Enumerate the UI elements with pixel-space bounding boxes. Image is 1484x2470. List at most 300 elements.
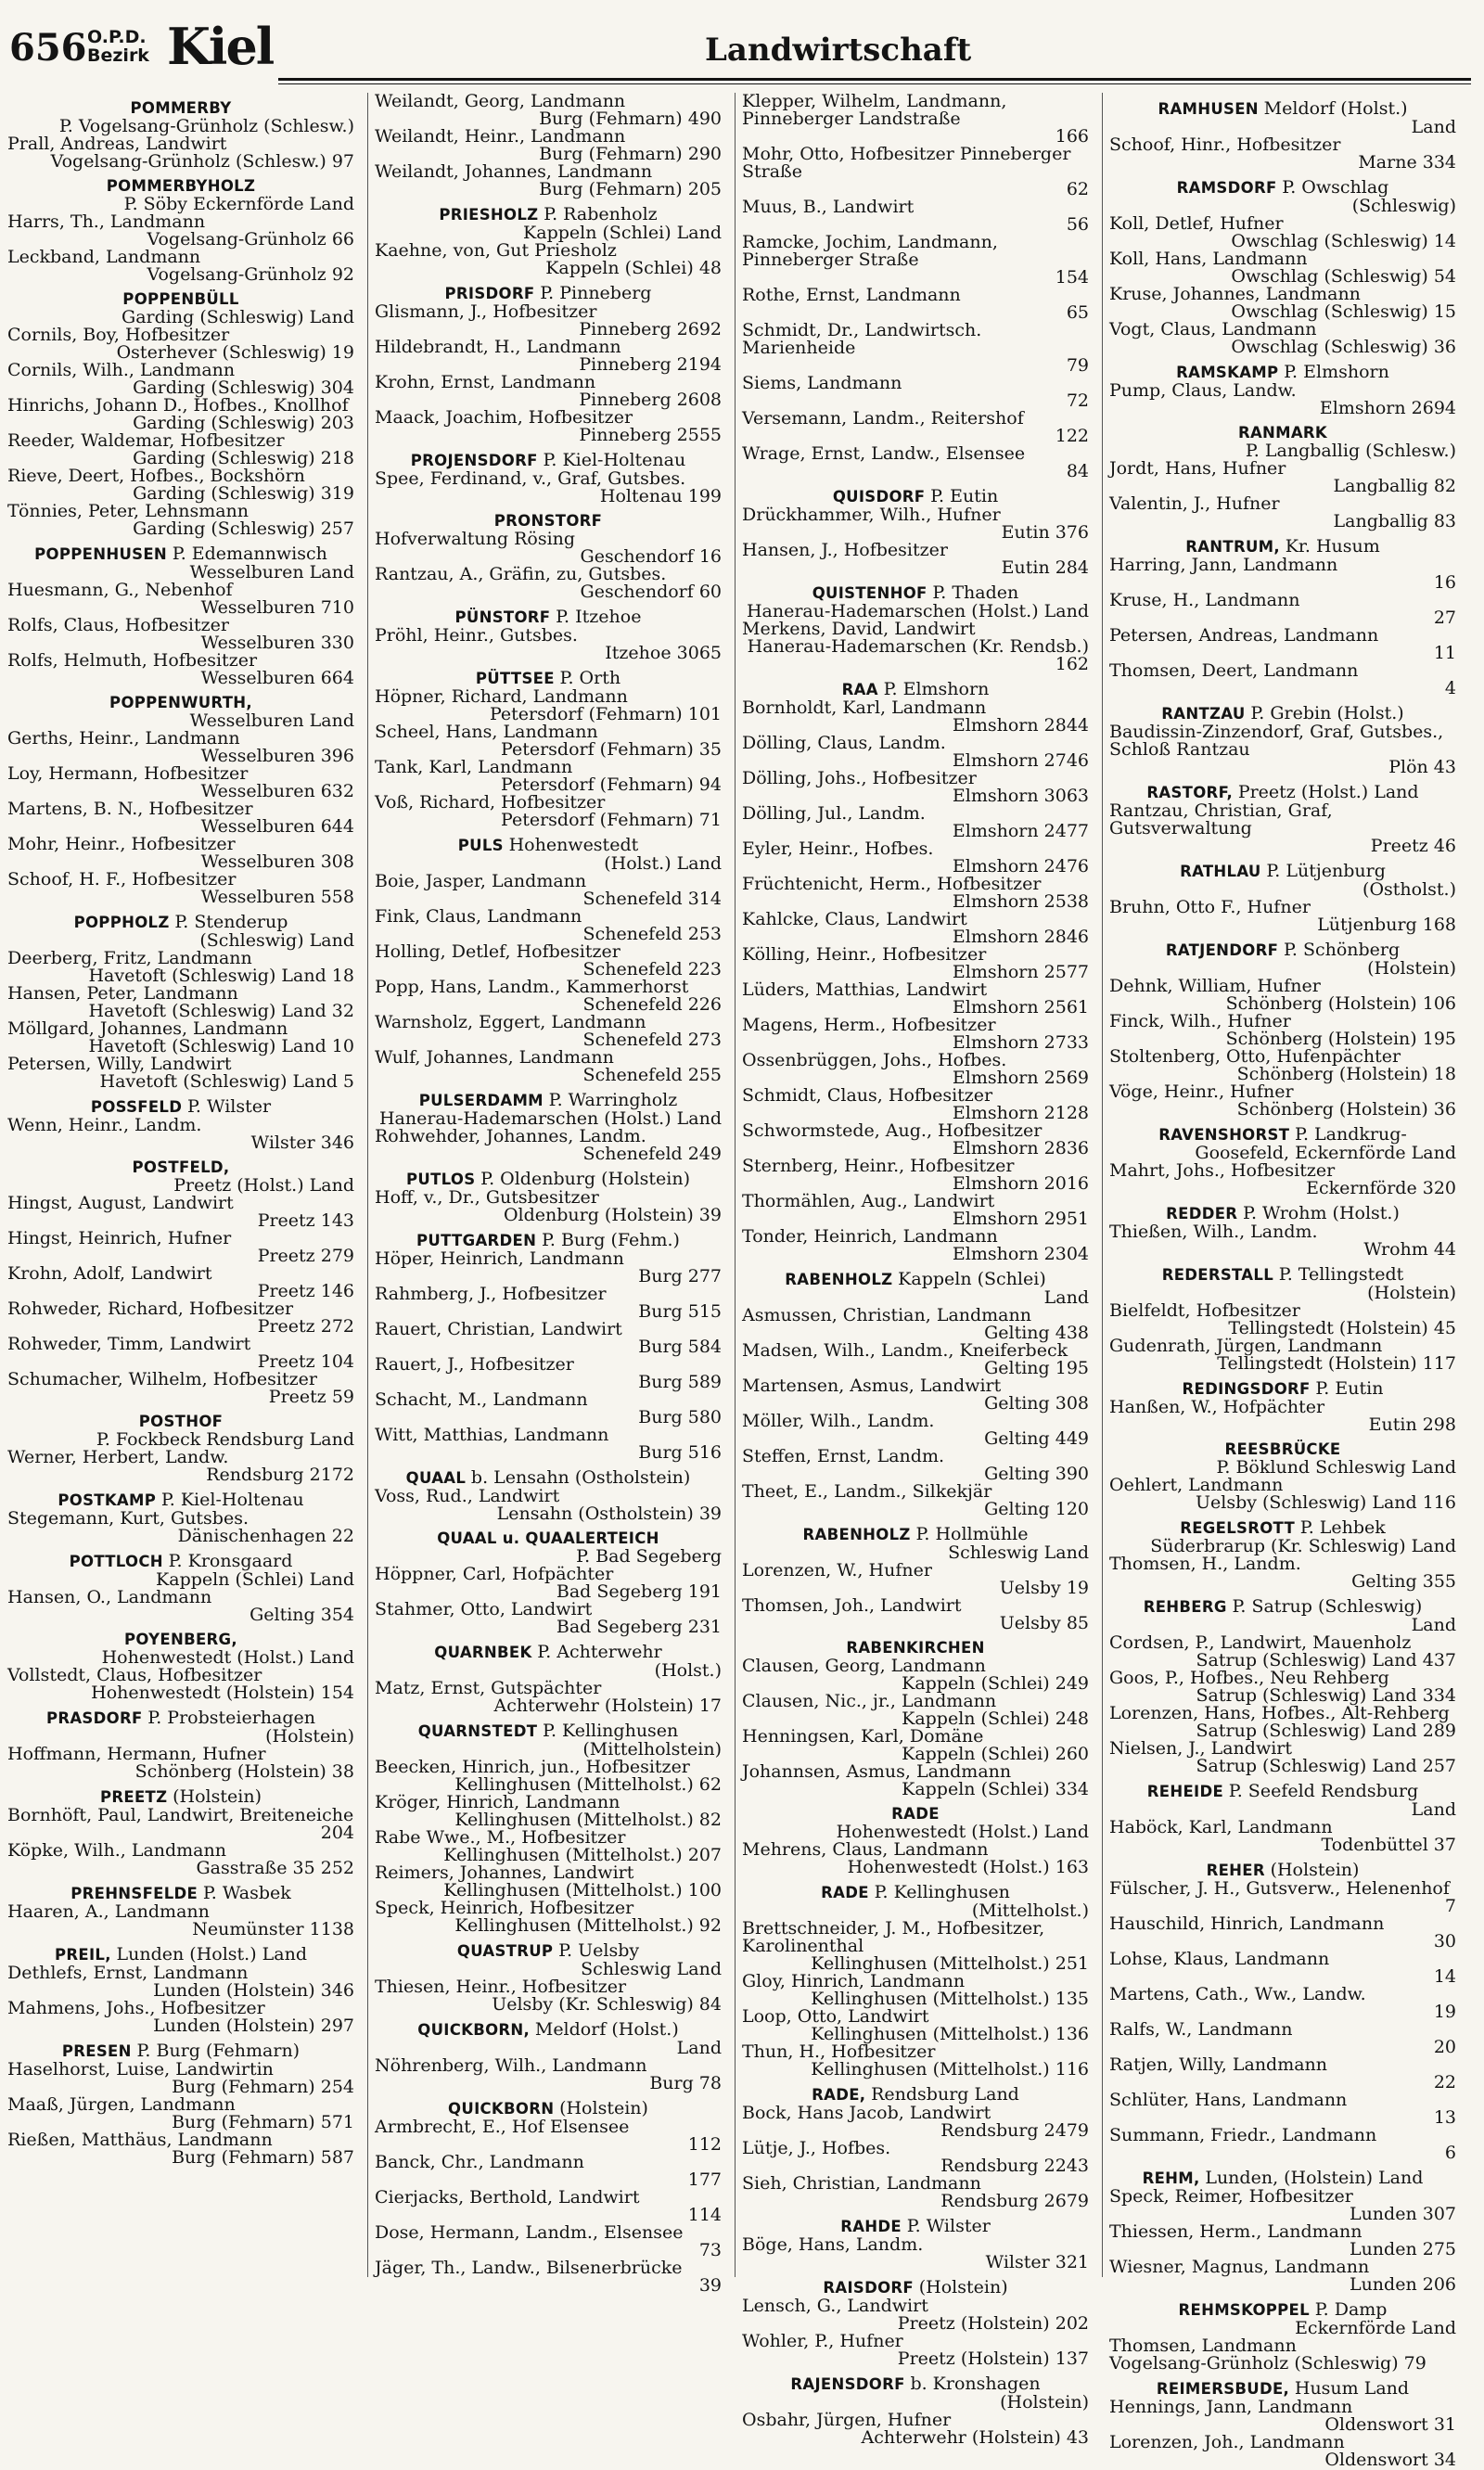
place-heading bbox=[7, 1884, 354, 1903]
entry-name: Cordsen, P., Landwirt, Mauenholz bbox=[1109, 1632, 1412, 1653]
place-district: Land bbox=[676, 2038, 722, 2058]
entry-name: Goos, P., Hofbes., Neu Rehberg bbox=[1109, 1668, 1389, 1688]
place-district: (Holstein) bbox=[1000, 2392, 1089, 2412]
entry-phone: 14 bbox=[1433, 1966, 1456, 1987]
list-item bbox=[7, 467, 354, 503]
entry-name: Bornholdt, Karl, Landmann bbox=[742, 697, 987, 718]
place-postal-info: P. Kiel-Holtenau bbox=[543, 450, 686, 470]
entry-name: Krohn, Adolf, Landwirt bbox=[7, 1263, 212, 1284]
entry-phone: 204 bbox=[320, 1823, 354, 1843]
place-heading bbox=[375, 451, 722, 470]
entry-phone: Lensahn (Ostholstein) 39 bbox=[496, 1504, 722, 1524]
list-item bbox=[7, 213, 354, 249]
place-heading bbox=[375, 1721, 722, 1741]
place-block bbox=[1109, 704, 1456, 776]
place-block bbox=[375, 2099, 722, 2295]
place-name: PRESEN bbox=[61, 2042, 132, 2060]
place-heading bbox=[7, 1787, 354, 1807]
entry-phone: Tellingstedt (Holstein) 117 bbox=[1217, 1353, 1456, 1374]
place-district: P. Bad Segeberg bbox=[576, 1546, 722, 1567]
entry-phone: Vogelsang-Grünholz (Schlesw.) 97 bbox=[50, 151, 354, 172]
place-name: PUTTGARDEN bbox=[416, 1232, 537, 1249]
entry-name: Lensch, G., Landwirt bbox=[742, 2296, 928, 2316]
entry-phone: Kellinghusen (Mittelholst.) 251 bbox=[811, 1953, 1089, 1974]
place-postal-info: P. Elmshorn bbox=[883, 679, 990, 699]
place-heading bbox=[7, 1631, 354, 1649]
place-name: RAMSDORF bbox=[1176, 179, 1277, 197]
list-item bbox=[375, 688, 722, 723]
entry-name: Dölling, Jul., Landm. bbox=[742, 803, 926, 824]
list-item bbox=[375, 303, 722, 339]
entry-phone: Uelsby (Kr. Schleswig) 84 bbox=[492, 1994, 722, 2015]
entry-phone: Pinneberg 2555 bbox=[579, 425, 722, 445]
entry-name: Witt, Matthias, Landmann bbox=[375, 1425, 609, 1445]
entry-phone: Elmshorn 2561 bbox=[952, 997, 1089, 1017]
place-district: (Holstein) bbox=[1367, 958, 1456, 979]
entry-phone: 114 bbox=[687, 2205, 722, 2225]
list-item bbox=[742, 946, 1089, 981]
entry-name: Dölling, Claus, Landm. bbox=[742, 733, 946, 753]
entry-name: Thormählen, Aug., Landwirt bbox=[742, 1191, 995, 1211]
entry-phone: Preetz 46 bbox=[1370, 836, 1456, 856]
list-item bbox=[1109, 2092, 1456, 2127]
entry-name: Popp, Hans, Landm., Kammerhorst bbox=[375, 977, 689, 997]
place-heading bbox=[375, 205, 722, 224]
place-name: REIMERSBUDE, bbox=[1156, 2380, 1290, 2398]
list-item bbox=[375, 163, 722, 198]
place-postal-info: Meldorf (Holst.) bbox=[534, 2019, 679, 2040]
place-postal-info: P. Damp bbox=[1314, 2299, 1388, 2320]
entry-name: Dehnk, William, Hufner bbox=[1109, 976, 1321, 996]
place-name: REDDER bbox=[1166, 1205, 1238, 1222]
entry-name: Reeder, Waldemar, Hofbesitzer bbox=[7, 430, 285, 451]
entry-name: Schmidt, Dr., Landwirtsch. Marienheide bbox=[742, 320, 982, 358]
list-item bbox=[7, 1964, 354, 2000]
place-name: REDERSTALL bbox=[1161, 1266, 1274, 1284]
entry-name: Rohweder, Timm, Landwirt bbox=[7, 1334, 251, 1354]
entry-phone: Elmshorn 2304 bbox=[952, 1244, 1089, 1264]
entry-name: Schmidt, Claus, Hofbesitzer bbox=[742, 1085, 993, 1106]
entry-phone: Schenefeld 223 bbox=[582, 959, 722, 979]
list-item bbox=[375, 128, 722, 163]
entry-phone: Elmshorn 3063 bbox=[952, 786, 1089, 806]
place-district: Goosefeld, Eckernförde Land bbox=[1195, 1143, 1456, 1163]
entry-phone: Eckernförde 320 bbox=[1306, 1178, 1456, 1198]
entry-phone: Hohenwestedt (Holstein) 154 bbox=[91, 1683, 354, 1703]
entry-name: Kahlcke, Claus, Landwirt bbox=[742, 909, 967, 929]
entry-name: Boie, Jasper, Landmann bbox=[375, 871, 587, 891]
place-name: REHM, bbox=[1142, 2169, 1200, 2187]
entry-phone: Wilster 346 bbox=[250, 1133, 354, 1153]
list-item bbox=[375, 1488, 722, 1523]
place-name: POMMERBYHOLZ bbox=[106, 177, 256, 195]
place-block bbox=[375, 669, 722, 829]
entry-name: Ratjen, Willy, Landmann bbox=[1109, 2054, 1328, 2075]
entry-phone: 39 bbox=[698, 2275, 722, 2296]
list-item bbox=[375, 1427, 722, 1462]
entry-phone: Kellinghusen (Mittelholst.) 92 bbox=[454, 1915, 722, 1936]
entry-name: Huesmann, G., Nebenhof bbox=[7, 580, 233, 600]
place-postal-info: P. Tellingstedt bbox=[1278, 1264, 1404, 1285]
list-item bbox=[375, 627, 722, 662]
place-district: (Mittelholst.) bbox=[971, 1900, 1089, 1921]
list-item bbox=[7, 1903, 354, 1939]
entry-name: Drückhammer, Wilh., Hufner bbox=[742, 505, 1001, 525]
place-name: RAVENSHORST bbox=[1158, 1126, 1290, 1144]
entry-phone: Elmshorn 2569 bbox=[952, 1068, 1089, 1088]
place-postal-info: P. Thaden bbox=[932, 582, 1019, 603]
place-block bbox=[7, 1413, 354, 1484]
column-2 bbox=[375, 91, 727, 2296]
entry-name: Summann, Friedr., Landmann bbox=[1109, 2125, 1377, 2145]
place-block bbox=[7, 913, 354, 1091]
entry-phone: Uelsby 19 bbox=[999, 1578, 1089, 1598]
entry-name: Eyler, Heinr., Hofbes. bbox=[742, 838, 934, 859]
entry-name: Brettschneider, J. M., Hofbesitzer, Karolinenthal bbox=[742, 1918, 1045, 1956]
place-block bbox=[742, 680, 1089, 1263]
place-block bbox=[375, 1941, 722, 2014]
entry-phone: Petersdorf (Fehmarn) 101 bbox=[489, 704, 722, 724]
list-item bbox=[1109, 1705, 1456, 1740]
place-name: RAA bbox=[841, 681, 878, 698]
place-block bbox=[742, 2217, 1089, 2272]
place-district: Hanerau-Hademarschen (Holst.) Land bbox=[378, 1108, 722, 1129]
place-block bbox=[375, 205, 722, 277]
entry-phone: 73 bbox=[698, 2240, 722, 2260]
entry-phone: Schenefeld 255 bbox=[582, 1065, 722, 1085]
place-block bbox=[375, 1170, 722, 1224]
place-heading bbox=[1109, 1265, 1456, 1285]
district-label-line1: O.P.D. bbox=[87, 27, 147, 47]
entry-name: Deerberg, Fritz, Landmann bbox=[7, 948, 252, 968]
entry-name: Hanßen, W., Hofpächter bbox=[1109, 1397, 1325, 1417]
place-name: QUICKBORN bbox=[448, 2100, 555, 2118]
list-item bbox=[7, 362, 354, 397]
entry-phone: Elmshorn 2836 bbox=[952, 1138, 1089, 1158]
list-item bbox=[1109, 1915, 1456, 1951]
list-item bbox=[375, 1601, 722, 1636]
place-heading bbox=[1109, 2169, 1456, 2188]
place-name: REHER bbox=[1206, 1862, 1265, 1879]
place-postal-info: P. Eutin bbox=[1315, 1378, 1384, 1399]
entry-phone: Rendsburg 2172 bbox=[206, 1465, 354, 1485]
list-item bbox=[742, 287, 1089, 322]
place-heading bbox=[1109, 363, 1456, 382]
list-item bbox=[375, 1829, 722, 1864]
list-item bbox=[7, 1056, 354, 1091]
entry-phone: Oldenburg (Holstein) 39 bbox=[503, 1205, 722, 1225]
list-item bbox=[742, 2297, 1089, 2333]
entry-name: Dölling, Johs., Hofbesitzer bbox=[742, 768, 977, 788]
place-name: PRISDORF bbox=[444, 285, 535, 302]
entry-name: Vogt, Claus, Landmann bbox=[1109, 319, 1317, 339]
entry-name: Weilandt, Johannes, Landmann bbox=[375, 161, 653, 182]
place-postal-info: P. Burg (Fehm.) bbox=[541, 1230, 680, 1250]
entry-phone: Wesselburen 664 bbox=[200, 668, 354, 688]
entry-phone: Burg 78 bbox=[649, 2073, 722, 2093]
entry-phone: Wilster 321 bbox=[985, 2252, 1089, 2272]
place-name: RAHDE bbox=[840, 2218, 902, 2235]
place-postal-info: P. Wrohm (Holst.) bbox=[1243, 1203, 1400, 1223]
entry-phone: 122 bbox=[1055, 426, 1089, 446]
entry-phone: Pinneberg 2194 bbox=[579, 354, 722, 375]
list-item bbox=[742, 542, 1089, 577]
entry-name: Tank, Karl, Landmann bbox=[375, 757, 573, 777]
entry-phone: Kellinghusen (Mittelholst.) 135 bbox=[811, 1989, 1089, 2009]
entry-phone: Schönberg (Holstein) 38 bbox=[134, 1761, 354, 1782]
list-item bbox=[375, 2057, 722, 2092]
list-item bbox=[742, 1841, 1089, 1876]
entry-name: Leckband, Landmann bbox=[7, 247, 201, 267]
entry-name: Krohn, Ernst, Landmann bbox=[375, 372, 596, 392]
list-item bbox=[742, 2105, 1089, 2140]
place-postal-info: P. Hollmühle bbox=[915, 1524, 1029, 1544]
place-district: P. Söby Eckernförde Land bbox=[123, 194, 354, 214]
entry-name: Rauert, J., Hofbesitzer bbox=[375, 1354, 574, 1375]
list-item bbox=[7, 871, 354, 906]
entry-name: Rabe Wwe., M., Hofbesitzer bbox=[375, 1827, 626, 1848]
entry-name: Versemann, Landm., Reitershof bbox=[742, 408, 1024, 429]
place-block bbox=[1109, 424, 1456, 531]
place-heading bbox=[742, 1270, 1089, 1289]
entry-name: Thomsen, Deert, Landmann bbox=[1109, 660, 1359, 681]
place-name: POSTHOF bbox=[138, 1413, 224, 1430]
place-postal-info: (Holstein) bbox=[918, 2277, 1008, 2297]
entry-name: Schwormstede, Aug., Hofbesitzer bbox=[742, 1120, 1043, 1141]
place-postal-info: P. Lehbek bbox=[1299, 1517, 1386, 1538]
place-postal-info: P. Kellinghusen bbox=[874, 1882, 1010, 1902]
place-block bbox=[375, 608, 722, 662]
place-district: (Schleswig) bbox=[1351, 196, 1456, 216]
entry-phone: Itzehoe 3065 bbox=[605, 643, 722, 663]
entry-phone: Satrup (Schleswig) Land 334 bbox=[1196, 1685, 1456, 1706]
entry-name: Wiesner, Magnus, Landmann bbox=[1109, 2257, 1370, 2277]
place-postal-info: P. Elmshorn bbox=[1284, 362, 1389, 382]
entry-name: Prall, Andreas, Landwirt bbox=[7, 134, 227, 154]
list-item bbox=[7, 1842, 354, 1877]
entry-name: Loop, Otto, Landwirt bbox=[742, 2006, 929, 2027]
entry-name: Stoltenberg, Otto, Hufenpächter bbox=[1109, 1046, 1401, 1067]
list-item bbox=[375, 759, 722, 794]
entry-phone: Burg (Fehmarn) 254 bbox=[172, 2077, 354, 2097]
place-name: PRASDORF bbox=[45, 1709, 143, 1727]
place-postal-info: P. Stenderup bbox=[174, 912, 288, 932]
entry-phone: Gelting 308 bbox=[984, 1393, 1089, 1414]
list-item bbox=[375, 339, 722, 374]
list-item bbox=[742, 1193, 1089, 1228]
entry-phone: Elmshorn 2846 bbox=[952, 927, 1089, 947]
entry-name: Hingst, Heinrich, Hufner bbox=[7, 1228, 232, 1248]
entry-name: Valentin, J., Hufner bbox=[1109, 493, 1280, 514]
entry-name: Hoffmann, Hermann, Hufner bbox=[7, 1744, 266, 1764]
entry-phone: 84 bbox=[1066, 461, 1089, 481]
place-heading bbox=[7, 99, 354, 118]
entry-name: Theet, E., Landm., Silkekjär bbox=[742, 1481, 992, 1502]
entry-phone: Plön 43 bbox=[1388, 757, 1456, 777]
entry-phone: Lunden (Holstein) 297 bbox=[153, 2016, 354, 2036]
entry-name: Speck, Reimer, Hofbesitzer bbox=[1109, 2186, 1353, 2207]
entry-phone: Achterwehr (Holstein) 43 bbox=[861, 2427, 1089, 2448]
place-block bbox=[1109, 862, 1456, 934]
place-heading bbox=[742, 2217, 1089, 2236]
entry-name: Hofverwaltung Rösing bbox=[375, 529, 576, 549]
list-item bbox=[742, 699, 1089, 735]
place-name: RAJENSDORF bbox=[790, 2375, 905, 2393]
place-heading bbox=[742, 2278, 1089, 2297]
entry-name: Martens, B. N., Hofbesitzer bbox=[7, 799, 253, 819]
entry-name: Thiesen, Heinr., Hofbesitzer bbox=[375, 1977, 627, 1997]
place-block bbox=[1109, 1861, 1456, 2162]
place-heading bbox=[7, 694, 354, 712]
list-item bbox=[7, 836, 354, 871]
entry-phone: Gelting 438 bbox=[984, 1323, 1089, 1343]
list-item bbox=[7, 397, 354, 432]
place-block bbox=[7, 2041, 354, 2167]
entry-name: Rantzau, A., Gräfin, zu, Gutsbes. bbox=[375, 564, 667, 584]
list-item bbox=[375, 531, 722, 566]
place-postal-info: P. Eutin bbox=[930, 486, 999, 506]
entry-phone: Wesselburen 632 bbox=[200, 781, 354, 801]
entry-phone: Geschendorf 60 bbox=[580, 582, 722, 602]
place-block bbox=[375, 2020, 722, 2092]
list-item bbox=[1109, 1083, 1456, 1119]
entry-name: Vogelsang-Grünholz (Schleswig) 79 bbox=[1109, 2353, 1426, 2374]
entry-name: Tonder, Heinrich, Landmann bbox=[742, 1226, 998, 1247]
entry-name: Hildebrandt, H., Landmann bbox=[375, 337, 621, 357]
place-heading bbox=[375, 1643, 722, 1662]
entry-phone: 166 bbox=[1055, 126, 1089, 147]
entry-phone: 27 bbox=[1433, 608, 1456, 628]
place-name: RAISDORF bbox=[823, 2279, 914, 2297]
entry-phone: Burg 580 bbox=[638, 1407, 722, 1427]
list-item bbox=[7, 2131, 354, 2167]
entry-name: Nielsen, J., Landwirt bbox=[1109, 1738, 1292, 1759]
place-name: PREHNSFELDE bbox=[70, 1885, 198, 1902]
place-block bbox=[1109, 1379, 1456, 1434]
place-block bbox=[1109, 1204, 1456, 1259]
list-item bbox=[742, 840, 1089, 876]
place-block bbox=[7, 290, 354, 538]
entry-phone: Preetz 104 bbox=[257, 1351, 354, 1372]
place-heading bbox=[742, 583, 1089, 603]
place-heading bbox=[1109, 99, 1456, 119]
place-heading bbox=[742, 2374, 1089, 2394]
place-block bbox=[7, 1709, 354, 1781]
entry-name: Schlüter, Hans, Landmann bbox=[1109, 2090, 1348, 2110]
entry-name: Muus, B., Landwirt bbox=[742, 197, 915, 217]
place-heading bbox=[375, 669, 722, 688]
entry-phone: 4 bbox=[1444, 678, 1456, 698]
entry-name: Baudissin-Zinzendorf, Graf, Gutsbes., Schloß Rantzau bbox=[1109, 722, 1444, 760]
entry-name: Vollstedt, Claus, Hofbesitzer bbox=[7, 1665, 262, 1685]
entry-name: Scheel, Hans, Landmann bbox=[375, 722, 598, 742]
place-district: Preetz (Holst.) Land bbox=[173, 1175, 354, 1196]
entry-name: Nöhrenberg, Wilh., Landmann bbox=[375, 2055, 647, 2076]
entry-name: Warnsholz, Eggert, Landmann bbox=[375, 1012, 646, 1032]
place-postal-info: P. Schönberg bbox=[1283, 940, 1401, 960]
list-item bbox=[375, 1680, 722, 1715]
place-name: REGELSROTT bbox=[1180, 1519, 1296, 1537]
place-postal-info: P. Satrup (Schleswig) bbox=[1232, 1596, 1423, 1617]
place-heading bbox=[7, 177, 354, 196]
list-item bbox=[7, 1510, 354, 1545]
entry-name: Ralfs, W., Landmann bbox=[1109, 2019, 1293, 2040]
list-item bbox=[742, 770, 1089, 805]
place-name: POPPHOLZ bbox=[73, 914, 170, 931]
entry-name: Gloy, Hinrich, Landmann bbox=[742, 1971, 966, 1991]
entry-name: Magens, Herm., Hofbesitzer bbox=[742, 1015, 996, 1035]
place-postal-info: P. Lütjenburg bbox=[1266, 861, 1386, 881]
entry-phone: Schenefeld 226 bbox=[582, 994, 722, 1015]
place-block bbox=[742, 1883, 1089, 2079]
place-name: QUICKBORN, bbox=[417, 2021, 531, 2039]
entry-phone: Elmshorn 2577 bbox=[952, 962, 1089, 982]
entry-name: Möllgard, Johannes, Landmann bbox=[7, 1018, 288, 1039]
entry-name: Lorenzen, Hans, Hofbes., Alt-Rehberg bbox=[1109, 1703, 1450, 1723]
entry-phone: Pinneberg 2608 bbox=[579, 390, 722, 410]
entry-phone: Burg (Fehmarn) 290 bbox=[539, 144, 722, 164]
place-block bbox=[375, 836, 722, 1084]
column-divider bbox=[1102, 93, 1103, 2277]
entry-phone: Elmshorn 2746 bbox=[952, 750, 1089, 771]
list-item bbox=[742, 2140, 1089, 2175]
entry-phone: Lunden (Holstein) 346 bbox=[153, 1980, 354, 2001]
place-heading bbox=[742, 1639, 1089, 1657]
entry-name: Voss, Rud., Landwirt bbox=[375, 1486, 560, 1506]
place-block bbox=[7, 1491, 354, 1545]
list-item bbox=[7, 765, 354, 800]
place-name: RADE, bbox=[812, 2086, 866, 2104]
entry-phone: 56 bbox=[1066, 214, 1089, 235]
list-item bbox=[7, 135, 354, 171]
place-heading bbox=[375, 1941, 722, 1961]
list-item bbox=[742, 621, 1089, 673]
entry-phone: Elmshorn 2733 bbox=[952, 1032, 1089, 1053]
place-heading bbox=[1109, 1204, 1456, 1223]
list-item bbox=[7, 1449, 354, 1484]
list-item bbox=[375, 908, 722, 943]
place-district: Schleswig Land bbox=[948, 1542, 1089, 1563]
list-item bbox=[742, 1307, 1089, 1342]
list-item bbox=[1109, 2399, 1456, 2434]
place-heading bbox=[742, 1525, 1089, 1544]
entry-name: Rahmberg, J., Hofbesitzer bbox=[375, 1284, 607, 1304]
place-name: RABENHOLZ bbox=[802, 1526, 911, 1543]
place-name: REESBRÜCKE bbox=[1224, 1440, 1341, 1458]
place-name: QUARNBEK bbox=[434, 1644, 532, 1661]
list-item bbox=[1109, 1399, 1456, 1434]
entry-phone: Kellinghusen (Mittelholst.) 207 bbox=[443, 1845, 722, 1865]
place-block bbox=[7, 1945, 354, 2035]
list-item bbox=[375, 1250, 722, 1286]
entry-phone: Elmshorn 2477 bbox=[952, 821, 1089, 841]
list-item bbox=[375, 470, 722, 506]
entry-phone: Osterhever (Schleswig) 19 bbox=[116, 342, 354, 363]
entry-phone: Schenefeld 314 bbox=[582, 889, 722, 909]
place-heading bbox=[7, 1709, 354, 1728]
place-block bbox=[1109, 941, 1456, 1119]
place-block bbox=[7, 99, 354, 171]
entry-name: Tönnies, Peter, Lehnsmann bbox=[7, 501, 249, 521]
place-block bbox=[1109, 783, 1456, 855]
place-heading bbox=[1109, 1782, 1456, 1801]
entry-name: Speck, Heinrich, Hofbesitzer bbox=[375, 1898, 634, 1918]
entry-name: Rauert, Christian, Landwirt bbox=[375, 1319, 622, 1339]
entry-phone: Wesselburen 396 bbox=[200, 746, 354, 766]
entry-name: Höppner, Carl, Hofpächter bbox=[375, 1564, 614, 1584]
entry-phone: Geschendorf 16 bbox=[580, 546, 722, 567]
entry-name: Fink, Claus, Landmann bbox=[375, 906, 582, 927]
